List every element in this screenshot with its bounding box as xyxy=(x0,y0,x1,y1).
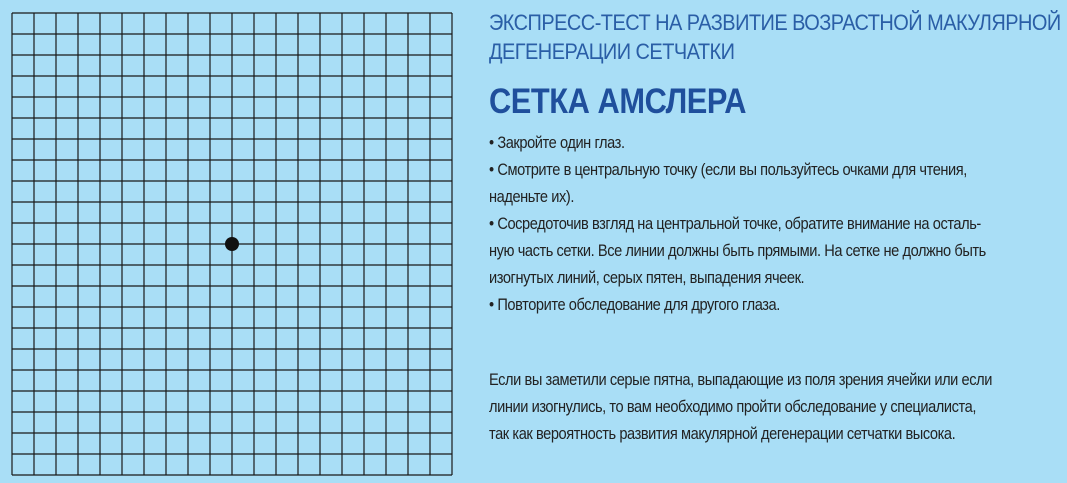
subtitle-line-1: ЭКСПРЕСС-ТЕСТ НА РАЗВИТИЕ ВОЗРАСТНОЙ МАКУЛЯРНОЙ xyxy=(489,10,1061,35)
instruction-line: • Смотрите в центральную точку (если вы пользуйтесь очками для чтения, xyxy=(489,160,967,179)
instruction-line: ную часть сетки. Все линии должны быть прямыми. На сетке не должно быть xyxy=(489,241,986,260)
instruction-line: • Повторите обследование для другого глаза. xyxy=(489,295,780,314)
central-fixation-dot xyxy=(225,237,239,251)
instruction-line: • Закройте один глаз. xyxy=(489,133,625,152)
amsler-grid xyxy=(0,0,460,483)
conclusion-paragraph xyxy=(489,366,1063,447)
text-column xyxy=(489,8,1063,447)
subtitle xyxy=(489,8,1061,66)
subtitle-line-2: ДЕГЕНЕРАЦИИ СЕТЧАТКИ xyxy=(489,39,735,64)
conclusion-line: так как вероятность развития макулярной дегенерации сетчатки высока. xyxy=(489,424,956,443)
conclusion-line: Если вы заметили серые пятна, выпадающие из поля зрения ячейки или если xyxy=(489,370,992,389)
instruction-line: наденьте их). xyxy=(489,187,574,206)
instruction-line: изогнутых линий, серых пятен, выпадения ячеек. xyxy=(489,268,805,287)
instruction-line: • Сосредоточив взгляд на центральной точке, обратите внимание на осталь- xyxy=(489,214,981,233)
conclusion-line: линии изогнулись, то вам необходимо пройти обследование у специалиста, xyxy=(489,397,976,416)
instructions-list xyxy=(489,129,1063,318)
spacer xyxy=(489,318,1063,359)
page-title: СЕТКА АМСЛЕРА xyxy=(489,82,747,121)
